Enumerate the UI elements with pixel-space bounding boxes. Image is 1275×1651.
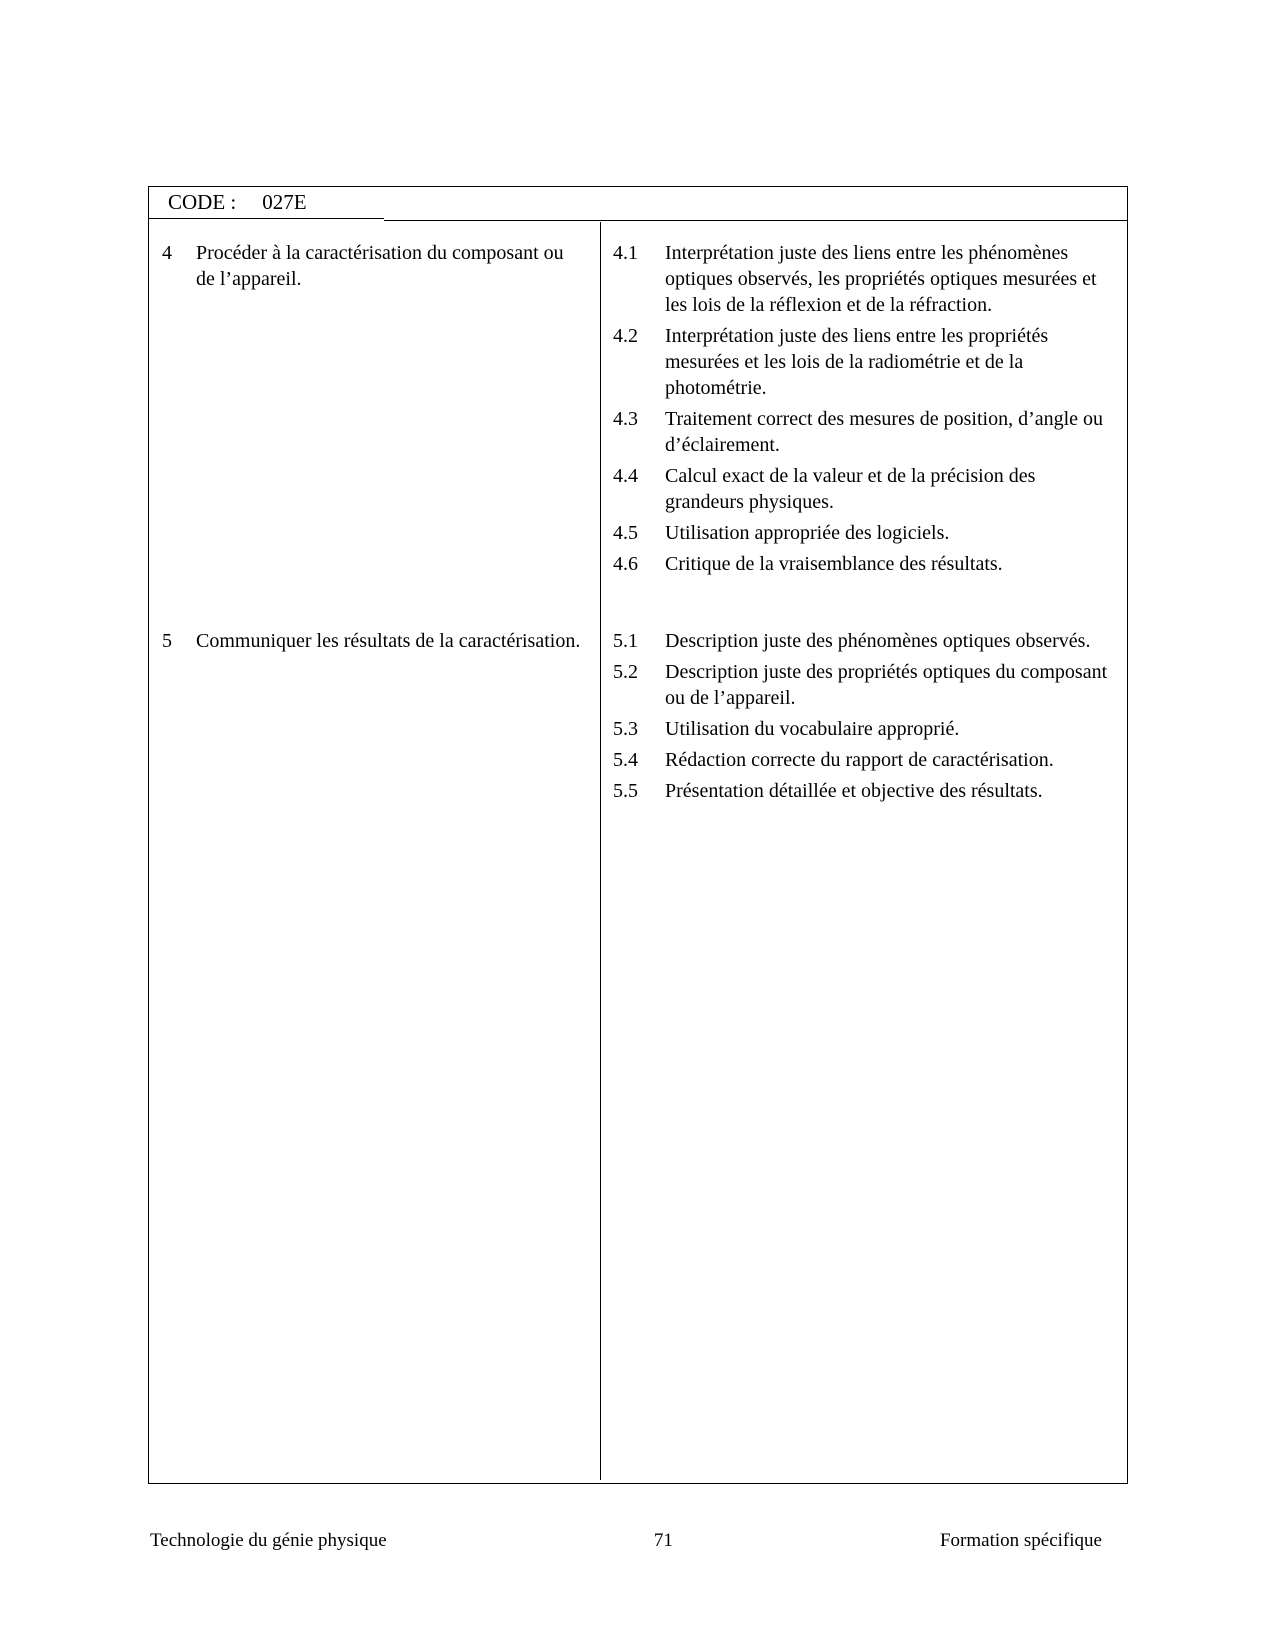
criterion-text: Présentation détaillée et objective des résultats. — [665, 780, 1043, 802]
criteria-list-5 — [613, 628, 1115, 809]
footer-left: Technologie du génie physique — [150, 1530, 387, 1551]
page-number: 71 — [653, 1530, 673, 1551]
header-rule — [384, 220, 1128, 221]
code-label: CODE : — [168, 190, 237, 214]
criterion-5-3 — [613, 716, 1115, 742]
criterion-number: 4.1 — [613, 242, 638, 264]
criterion-5-2 — [613, 659, 1115, 711]
competence-number: 4 — [162, 242, 172, 264]
criterion-4-6 — [613, 551, 1115, 577]
criterion-text: Description juste des phénomènes optiques observés. — [665, 630, 1091, 652]
criterion-number: 5.5 — [613, 780, 638, 802]
criterion-text: Utilisation du vocabulaire approprié. — [665, 718, 960, 740]
criteria-list-4 — [613, 240, 1115, 582]
criterion-4-4 — [613, 463, 1115, 515]
criterion-number: 5.4 — [613, 749, 638, 771]
criterion-number: 5.3 — [613, 718, 638, 740]
criterion-text: Utilisation appropriée des logiciels. — [665, 522, 950, 544]
criterion-4-2 — [613, 323, 1115, 401]
competence-5 — [162, 628, 582, 654]
criterion-number: 4.6 — [613, 553, 638, 575]
criterion-5-5 — [613, 778, 1115, 804]
criterion-text: Description juste des propriétés optiques du composant ou de l’appareil. — [665, 661, 1108, 709]
code-underline — [148, 218, 384, 219]
criterion-text: Calcul exact de la valeur et de la précision des grandeurs physiques. — [665, 465, 1036, 513]
criterion-number: 4.2 — [613, 325, 638, 347]
competence-4 — [162, 240, 582, 292]
criterion-number: 5.2 — [613, 661, 638, 683]
criterion-4-3 — [613, 406, 1115, 458]
criterion-4-1 — [613, 240, 1115, 318]
competence-number: 5 — [162, 630, 172, 652]
page-footer — [150, 1530, 1102, 1552]
code-header — [168, 190, 307, 214]
criterion-number: 4.5 — [613, 522, 638, 544]
criterion-number: 5.1 — [613, 630, 638, 652]
criterion-number: 4.4 — [613, 465, 638, 487]
criterion-text: Interprétation juste des liens entre les propriétés mesurées et les lois de la radiométrie et de la photométrie. — [665, 325, 1049, 399]
criterion-text: Critique de la vraisemblance des résultats. — [665, 553, 1003, 575]
criterion-5-1 — [613, 628, 1115, 654]
footer-right: Formation spécifique — [939, 1530, 1102, 1551]
column-divider — [600, 222, 601, 1480]
criterion-text: Rédaction correcte du rapport de caractérisation. — [665, 749, 1054, 771]
criterion-4-5 — [613, 520, 1115, 546]
criterion-5-4 — [613, 747, 1115, 773]
code-value: 027E — [262, 190, 307, 214]
competence-text: Procéder à la caractérisation du composant ou de l’appareil. — [196, 242, 564, 290]
criterion-number: 4.3 — [613, 408, 638, 430]
competence-text: Communiquer les résultats de la caractérisation. — [196, 630, 581, 652]
criterion-text: Interprétation juste des liens entre les phénomènes optiques observés, les propriétés optiques mesurées et les lois de la réflexion et de la réfraction. — [665, 242, 1097, 316]
criterion-text: Traitement correct des mesures de position, d’angle ou d’éclairement. — [665, 408, 1104, 456]
